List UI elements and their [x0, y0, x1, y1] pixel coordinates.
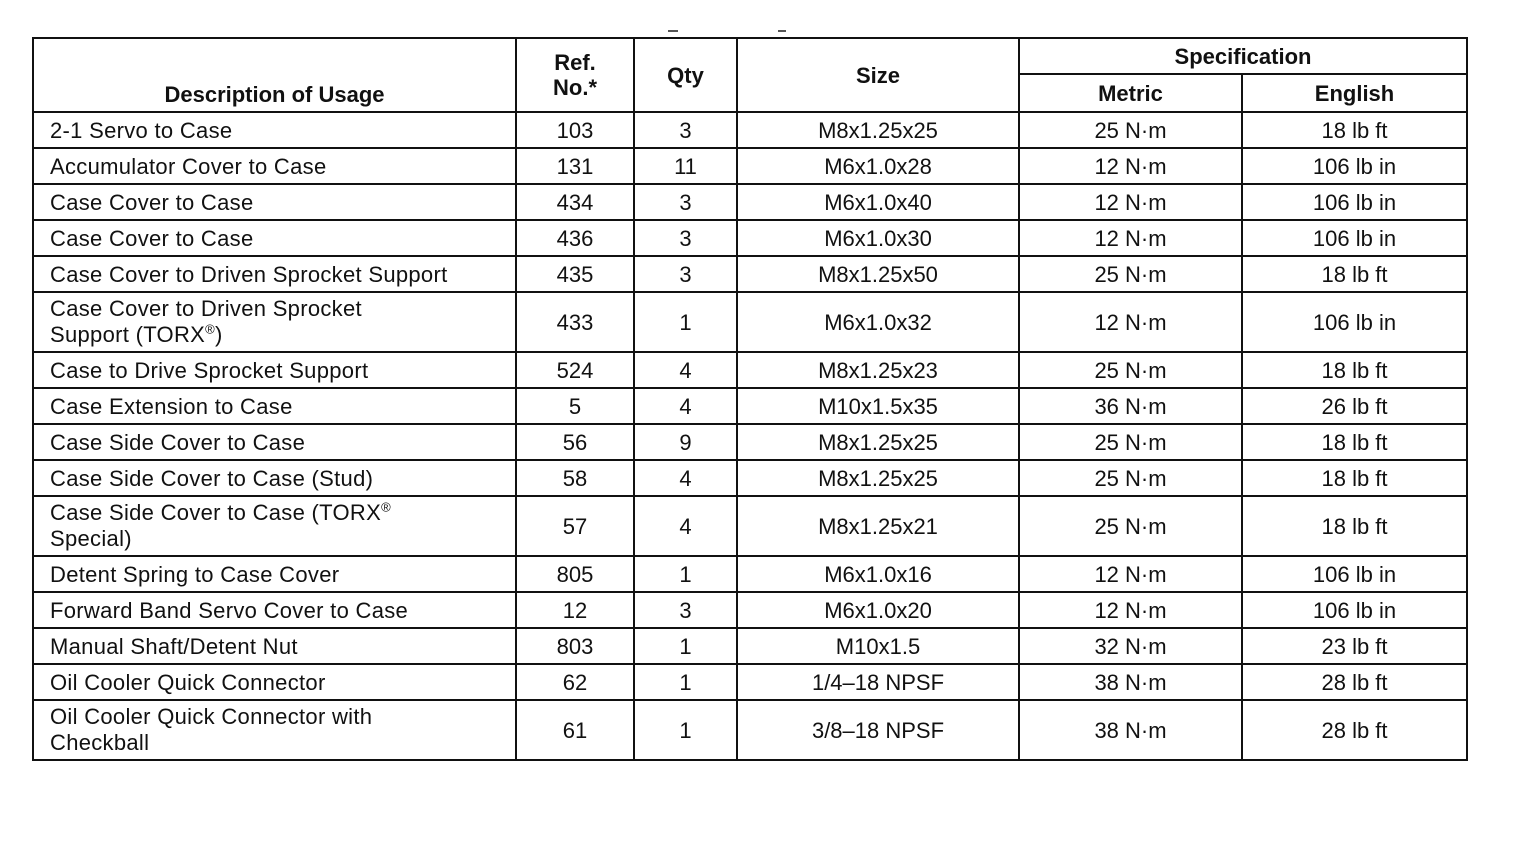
- cell-metric: 12 N·m: [1019, 220, 1242, 256]
- cell-english: 28 lb ft: [1242, 664, 1467, 700]
- cell-metric: 12 N·m: [1019, 184, 1242, 220]
- cell-metric: 25 N·m: [1019, 112, 1242, 148]
- cell-size: M8x1.25x21: [737, 496, 1019, 556]
- cell-metric: 12 N·m: [1019, 592, 1242, 628]
- cell-size: M10x1.5x35: [737, 388, 1019, 424]
- cell-ref: 131: [516, 148, 634, 184]
- cell-size: M8x1.25x23: [737, 352, 1019, 388]
- header-size: Size: [737, 38, 1019, 112]
- description-line2: Checkball: [50, 730, 150, 755]
- cell-description: Case Side Cover to Case (Stud): [33, 460, 516, 496]
- cell-ref: 433: [516, 292, 634, 352]
- cell-description: Case to Drive Sprocket Support: [33, 352, 516, 388]
- cell-ref: 103: [516, 112, 634, 148]
- table-row: [33, 292, 1467, 352]
- cell-qty: 3: [634, 112, 737, 148]
- cell-description: [33, 292, 516, 352]
- cell-ref: 435: [516, 256, 634, 292]
- table-row: [33, 256, 1467, 292]
- cell-description: Detent Spring to Case Cover: [33, 556, 516, 592]
- cell-qty: 1: [634, 700, 737, 760]
- table-row: [33, 148, 1467, 184]
- cell-ref: 12: [516, 592, 634, 628]
- cell-qty: 1: [634, 664, 737, 700]
- table-row: [33, 220, 1467, 256]
- cell-ref: 57: [516, 496, 634, 556]
- table-row: [33, 424, 1467, 460]
- cell-description: [33, 496, 516, 556]
- cell-description: Case Cover to Case: [33, 184, 516, 220]
- header-ref-line1: Ref.: [554, 50, 596, 75]
- cell-size: 3/8–18 NPSF: [737, 700, 1019, 760]
- cell-metric: 38 N·m: [1019, 664, 1242, 700]
- description-line1: Case Cover to Driven Sprocket: [50, 296, 362, 321]
- cell-ref: 434: [516, 184, 634, 220]
- registered-mark: ®: [205, 321, 215, 337]
- cell-qty: 1: [634, 628, 737, 664]
- header-description: Description of Usage: [33, 38, 516, 112]
- cell-description: Case Cover to Driven Sprocket Support: [33, 256, 516, 292]
- cell-ref: 62: [516, 664, 634, 700]
- cell-ref: 61: [516, 700, 634, 760]
- cell-qty: 3: [634, 256, 737, 292]
- table-row: [33, 700, 1467, 760]
- cell-metric: 12 N·m: [1019, 556, 1242, 592]
- cell-description: [33, 700, 516, 760]
- description-line1: Oil Cooler Quick Connector with: [50, 704, 373, 729]
- description-line1: Case Side Cover to Case (TORX: [50, 500, 382, 525]
- cell-ref: 805: [516, 556, 634, 592]
- header-ref-no: [516, 38, 634, 112]
- cell-qty: 1: [634, 556, 737, 592]
- table-row: [33, 460, 1467, 496]
- description-line2: Support (TORX: [50, 322, 206, 347]
- cell-metric: 38 N·m: [1019, 700, 1242, 760]
- cell-metric: 25 N·m: [1019, 496, 1242, 556]
- cell-size: M8x1.25x25: [737, 424, 1019, 460]
- cell-english: 18 lb ft: [1242, 424, 1467, 460]
- cell-qty: 4: [634, 388, 737, 424]
- cell-english: 18 lb ft: [1242, 460, 1467, 496]
- description-line2: Special): [50, 526, 132, 551]
- cell-ref: 56: [516, 424, 634, 460]
- table-row: [33, 556, 1467, 592]
- cell-qty: 1: [634, 292, 737, 352]
- cell-size: 1/4–18 NPSF: [737, 664, 1019, 700]
- cell-english: 106 lb in: [1242, 556, 1467, 592]
- cell-english: 106 lb in: [1242, 184, 1467, 220]
- cell-qty: 4: [634, 352, 737, 388]
- registered-mark: ®: [381, 499, 391, 515]
- cell-size: M6x1.0x20: [737, 592, 1019, 628]
- header-metric: Metric: [1019, 74, 1242, 112]
- cell-metric: 25 N·m: [1019, 352, 1242, 388]
- cell-metric: 25 N·m: [1019, 424, 1242, 460]
- cell-description: Manual Shaft/Detent Nut: [33, 628, 516, 664]
- cell-size: M6x1.0x16: [737, 556, 1019, 592]
- table-row: [33, 496, 1467, 556]
- cell-size: M10x1.5: [737, 628, 1019, 664]
- table-row: [33, 628, 1467, 664]
- cell-qty: 3: [634, 184, 737, 220]
- cell-size: M6x1.0x30: [737, 220, 1019, 256]
- cell-description: Case Extension to Case: [33, 388, 516, 424]
- cell-english: 106 lb in: [1242, 220, 1467, 256]
- header-ref-line2: No.*: [553, 75, 597, 100]
- table-row: [33, 388, 1467, 424]
- cell-ref: 524: [516, 352, 634, 388]
- cell-english: 23 lb ft: [1242, 628, 1467, 664]
- cell-size: M6x1.0x32: [737, 292, 1019, 352]
- cell-metric: 12 N·m: [1019, 292, 1242, 352]
- cell-qty: 3: [634, 592, 737, 628]
- cell-size: M8x1.25x25: [737, 460, 1019, 496]
- cell-english: 18 lb ft: [1242, 112, 1467, 148]
- cell-metric: 32 N·m: [1019, 628, 1242, 664]
- table-row: [33, 592, 1467, 628]
- cell-ref: 58: [516, 460, 634, 496]
- description-tail: ): [215, 322, 223, 347]
- cell-description: Oil Cooler Quick Connector: [33, 664, 516, 700]
- cell-description: Accumulator Cover to Case: [33, 148, 516, 184]
- cell-size: M6x1.0x28: [737, 148, 1019, 184]
- cell-size: M8x1.25x50: [737, 256, 1019, 292]
- cell-english: 18 lb ft: [1242, 496, 1467, 556]
- cell-english: 26 lb ft: [1242, 388, 1467, 424]
- cell-metric: 25 N·m: [1019, 256, 1242, 292]
- scan-mark-left: [668, 30, 678, 32]
- cell-description: Case Cover to Case: [33, 220, 516, 256]
- cell-qty: 3: [634, 220, 737, 256]
- cell-metric: 25 N·m: [1019, 460, 1242, 496]
- cell-english: 18 lb ft: [1242, 256, 1467, 292]
- cell-qty: 4: [634, 496, 737, 556]
- table-row: [33, 352, 1467, 388]
- cell-size: M8x1.25x25: [737, 112, 1019, 148]
- fastener-spec-table: [32, 37, 1468, 761]
- cell-qty: 11: [634, 148, 737, 184]
- scan-mark-right: [778, 30, 786, 32]
- cell-english: 106 lb in: [1242, 592, 1467, 628]
- header-specification: Specification: [1019, 38, 1467, 74]
- cell-description: Forward Band Servo Cover to Case: [33, 592, 516, 628]
- cell-qty: 9: [634, 424, 737, 460]
- table-body: [33, 112, 1467, 760]
- cell-ref: 436: [516, 220, 634, 256]
- header-english: English: [1242, 74, 1467, 112]
- cell-english: 18 lb ft: [1242, 352, 1467, 388]
- header-row-top: [33, 38, 1467, 74]
- table-row: [33, 664, 1467, 700]
- cell-metric: 12 N·m: [1019, 148, 1242, 184]
- cell-metric: 36 N·m: [1019, 388, 1242, 424]
- cell-description: Case Side Cover to Case: [33, 424, 516, 460]
- cell-english: 106 lb in: [1242, 148, 1467, 184]
- table-row: [33, 112, 1467, 148]
- cell-qty: 4: [634, 460, 737, 496]
- cell-description: 2-1 Servo to Case: [33, 112, 516, 148]
- cell-ref: 5: [516, 388, 634, 424]
- cell-ref: 803: [516, 628, 634, 664]
- cell-english: 28 lb ft: [1242, 700, 1467, 760]
- cell-size: M6x1.0x40: [737, 184, 1019, 220]
- cell-english: 106 lb in: [1242, 292, 1467, 352]
- table-row: [33, 184, 1467, 220]
- table-header: [33, 38, 1467, 112]
- header-qty: Qty: [634, 38, 737, 112]
